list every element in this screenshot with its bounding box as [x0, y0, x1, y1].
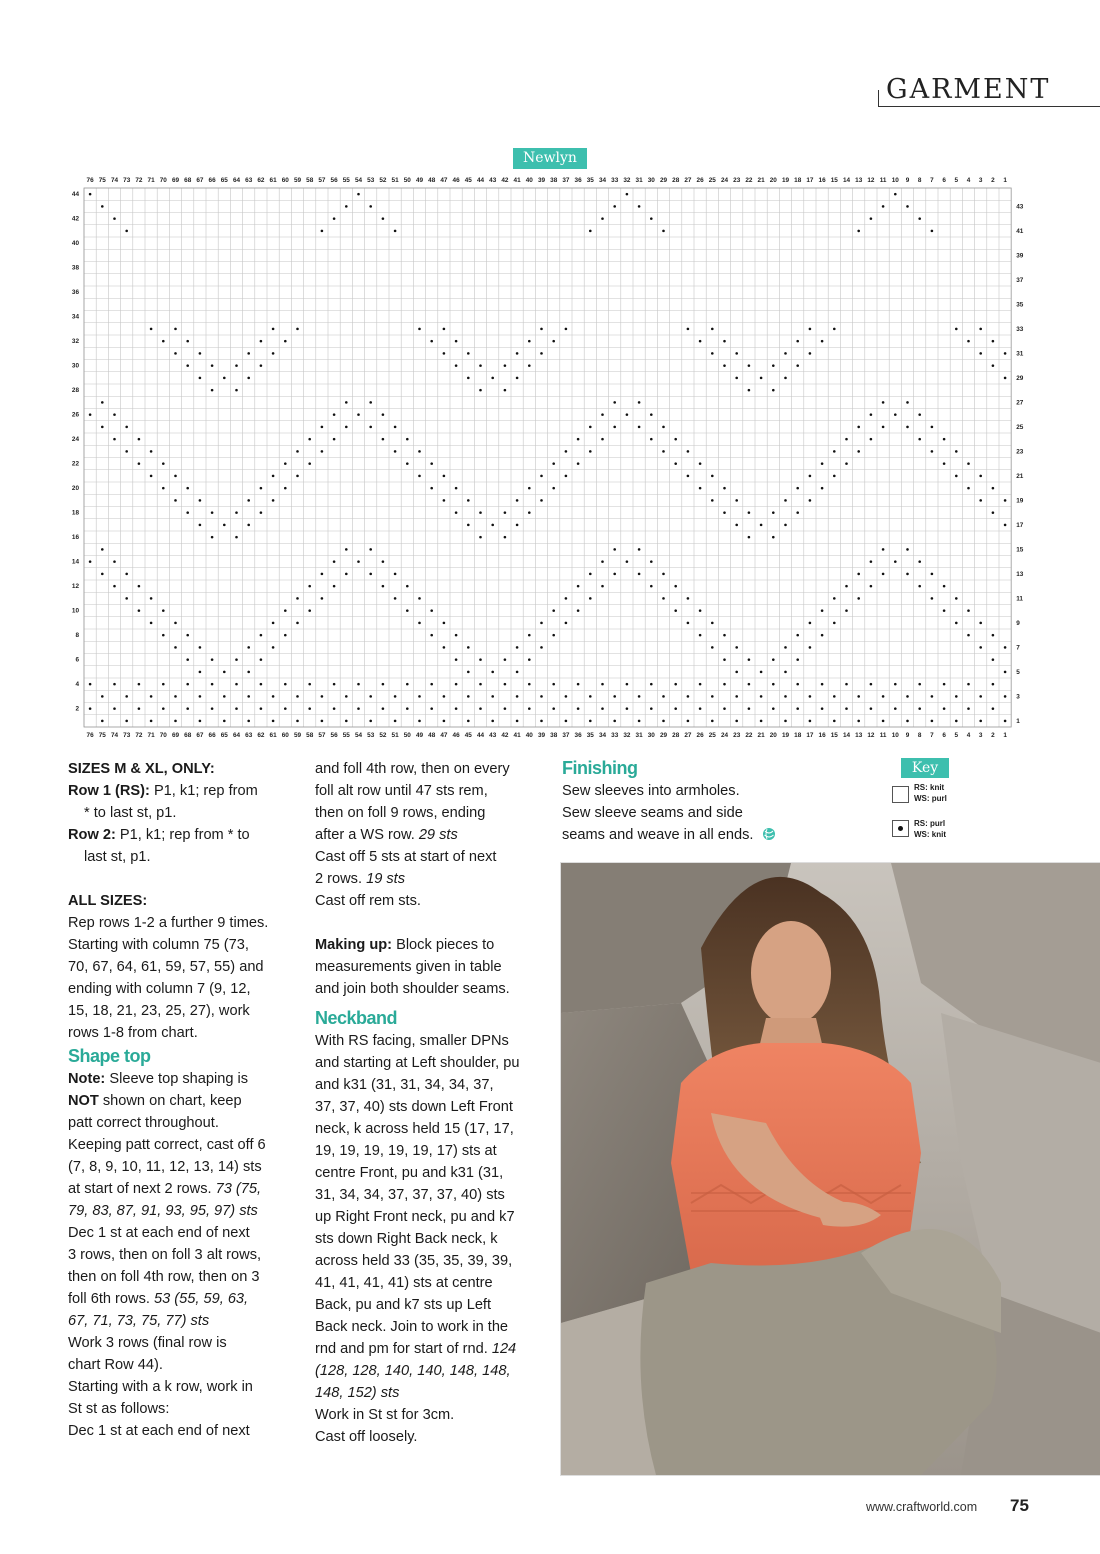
key-title: Key [901, 758, 949, 778]
shape-line: foll 6th rows. [68, 1291, 154, 1307]
column-label-bottom: 16 [818, 732, 826, 739]
column-label-top: 46 [452, 177, 460, 184]
column-label-bottom: 67 [196, 732, 204, 739]
column-label-bottom: 69 [171, 732, 180, 739]
row-label-right: 17 [1016, 521, 1024, 529]
row-label-left: 2 [75, 705, 79, 713]
column-label-top: 47 [440, 177, 448, 184]
row-label-left: 18 [71, 509, 79, 517]
shape-line: chart Row 44). [68, 1357, 163, 1373]
column-label-bottom: 56 [330, 732, 338, 739]
purl-stitch-symbol [892, 820, 909, 837]
column-label-bottom: 7 [930, 732, 934, 739]
column-label-bottom: 21 [757, 732, 765, 739]
key-knit-rs: RS: knit [914, 783, 945, 792]
shape-line: St st as follows: [68, 1401, 170, 1417]
key-purl-ws: WS: knit [914, 830, 946, 839]
row-label-left: 10 [71, 607, 79, 615]
neckband-line: up Right Front neck, pu and k7 [315, 1209, 515, 1225]
column-label-bottom: 15 [830, 732, 838, 739]
row-label-left: 16 [71, 534, 79, 542]
column-label-bottom: 73 [123, 732, 131, 739]
neckband-line: sts down Right Back neck, k [315, 1231, 498, 1247]
column-label-top: 60 [281, 177, 289, 184]
column-label-top: 13 [855, 177, 863, 184]
row-label-right: 11 [1016, 595, 1023, 603]
neckband-line: Back, pu and k7 sts up Left [315, 1297, 492, 1313]
column-label-top: 61 [269, 177, 277, 184]
row-label-right: 25 [1016, 423, 1024, 431]
column-label-bottom: 51 [391, 732, 399, 739]
finishing-heading: Finishing [562, 758, 638, 778]
column-label-top: 48 [428, 177, 436, 184]
column-label-bottom: 30 [647, 732, 655, 739]
column-label-top: 31 [635, 177, 643, 184]
photo-illustration [561, 863, 1100, 1475]
row-label-right: 31 [1016, 350, 1024, 358]
column-label-top: 35 [586, 177, 594, 184]
column-label-bottom: 26 [696, 732, 704, 739]
shape-top-heading: Shape top [68, 1046, 151, 1066]
column-label-bottom: 57 [318, 732, 326, 739]
row-label-left: 24 [71, 436, 79, 444]
neckband-line: Cast off loosely. [315, 1429, 418, 1445]
row-label-right: 23 [1016, 448, 1024, 456]
column-label-top: 54 [354, 177, 363, 184]
column-label-bottom: 74 [110, 732, 119, 739]
shape-line: Dec 1 st at each end of next [68, 1225, 250, 1241]
neckband-line: and k31 (31, 31, 34, 34, 37, [315, 1077, 494, 1093]
column-label-top: 15 [830, 177, 838, 184]
row-label-right: 13 [1016, 570, 1024, 578]
shape-line: Keeping patt correct, cast off 6 [68, 1137, 266, 1153]
row-label-left: 42 [71, 215, 79, 223]
row-label-left: 8 [75, 632, 79, 640]
finishing-line: Sew sleeves into armholes. [562, 783, 740, 799]
column-label-bottom: 75 [98, 732, 106, 739]
row-label-left: 40 [71, 240, 79, 248]
row-label-left: 26 [71, 411, 79, 419]
column-label-bottom: 50 [403, 732, 411, 739]
text-line: and foll 4th row, then on every [315, 761, 510, 777]
column-label-bottom: 58 [306, 732, 314, 739]
stitch-count-cont: (128, 128, 140, 140, 148, 148, [315, 1363, 511, 1379]
column-label-top: 50 [403, 177, 411, 184]
model-photo [560, 862, 1100, 1476]
column-label-bottom: 34 [598, 732, 607, 739]
neckband-line: 41, 41, 41, 41) sts at centre [315, 1275, 493, 1291]
column-label-bottom: 32 [623, 732, 631, 739]
shape-line: (7, 8, 9, 10, 11, 12, 13, 14) sts [68, 1159, 262, 1175]
column-label-top: 30 [647, 177, 655, 184]
key-purl-rs: RS: purl [914, 819, 946, 828]
column-label-top: 76 [86, 177, 94, 184]
column-label-top: 33 [611, 177, 619, 184]
column-label-bottom: 11 [879, 732, 887, 739]
column-label-top: 71 [147, 177, 155, 184]
column-label-top: 10 [891, 177, 899, 184]
column-label-bottom: 55 [342, 732, 350, 739]
row-label-right: 15 [1016, 546, 1024, 554]
neckband-line: Work in St st for 3cm. [315, 1407, 455, 1423]
column-label-top: 17 [806, 177, 814, 184]
column-label-bottom: 60 [281, 732, 289, 739]
column-label-bottom: 33 [611, 732, 619, 739]
yarn-ball-icon [762, 827, 776, 841]
making-up-label: Making up: [315, 937, 393, 953]
all-sizes-line: 15, 18, 21, 23, 25, 27), work [68, 1003, 250, 1019]
row-label-right: 9 [1016, 619, 1020, 627]
shape-line: 3 rows, then on foll 3 alt rows, [68, 1247, 262, 1263]
column-label-bottom: 28 [672, 732, 680, 739]
column-label-top: 24 [720, 177, 729, 184]
row2-label: Row 2: [68, 827, 116, 843]
column-label-top: 25 [708, 177, 716, 184]
stitch-count: 73 (75, [215, 1181, 262, 1197]
column-label-top: 11 [879, 177, 887, 184]
middle-column [315, 758, 553, 1448]
text-line: foll alt row until 47 sts rem, [315, 783, 488, 799]
column-label-bottom: 48 [428, 732, 436, 739]
column-label-bottom: 27 [684, 732, 692, 739]
column-label-top: 1 [1003, 177, 1007, 184]
column-label-bottom: 61 [269, 732, 277, 739]
column-label-top: 49 [415, 177, 424, 184]
footer-url[interactable]: www.craftworld.com [866, 1500, 978, 1514]
note-label: Note: [68, 1071, 106, 1087]
column-label-bottom: 37 [562, 732, 570, 739]
column-label-top: 27 [684, 177, 692, 184]
all-sizes-line: 70, 67, 64, 61, 59, 57, 55) and [68, 959, 264, 975]
column-label-top: 23 [733, 177, 741, 184]
row-label-right: 43 [1016, 203, 1024, 211]
column-label-top: 44 [476, 177, 485, 184]
text-line: Cast off rem sts. [315, 893, 421, 909]
row-label-left: 6 [75, 656, 79, 664]
column-label-bottom: 8 [917, 732, 922, 739]
column-label-bottom: 19 [781, 732, 790, 739]
column-label-bottom: 52 [379, 732, 387, 739]
column-label-bottom: 14 [842, 732, 851, 739]
column-label-bottom: 65 [220, 732, 228, 739]
column-label-bottom: 4 [966, 732, 971, 739]
shape-line: Starting with a k row, work in [68, 1379, 253, 1395]
row-label-left: 44 [71, 191, 79, 199]
column-label-top: 63 [245, 177, 253, 184]
column-label-top: 65 [220, 177, 228, 184]
row-label-right: 21 [1016, 472, 1024, 480]
column-label-top: 51 [391, 177, 399, 184]
column-label-top: 3 [978, 177, 983, 184]
column-label-top: 45 [464, 177, 472, 184]
neckband-line: and starting at Left shoulder, pu [315, 1055, 520, 1071]
column-label-bottom: 68 [184, 732, 192, 739]
note-text-cont: shown on chart, keep [98, 1093, 242, 1109]
column-label-top: 56 [330, 177, 338, 184]
neckband-line: across held 33 (35, 35, 39, 39, [315, 1253, 513, 1269]
note-text-end: patt correct throughout. [68, 1115, 219, 1131]
column-label-top: 57 [318, 177, 326, 184]
column-label-bottom: 5 [954, 732, 959, 739]
column-label-top: 67 [196, 177, 204, 184]
column-label-bottom: 17 [806, 732, 814, 739]
row-label-right: 3 [1016, 693, 1020, 701]
column-label-bottom: 13 [855, 732, 863, 739]
row2-text-cont: last st, p1. [84, 849, 151, 865]
column-label-top: 21 [757, 177, 765, 184]
column-label-bottom: 31 [635, 732, 643, 739]
column-label-bottom: 76 [86, 732, 94, 739]
column-label-top: 36 [574, 177, 582, 184]
row-label-right: 27 [1016, 399, 1024, 407]
stitch-count-cont: 67, 71, 73, 75, 77) sts [68, 1313, 210, 1329]
finishing-column [562, 748, 802, 846]
stitch-count: 19 sts [366, 871, 406, 887]
chart-title: Newlyn [513, 148, 587, 169]
row-label-left: 22 [71, 460, 79, 468]
column-label-top: 70 [159, 177, 167, 184]
column-label-bottom: 12 [867, 732, 875, 739]
row-label-left: 36 [71, 289, 79, 297]
text-line: then on foll 9 rows, ending [315, 805, 486, 821]
column-label-top: 12 [867, 177, 875, 184]
column-label-bottom: 42 [501, 732, 509, 739]
column-label-top: 73 [123, 177, 131, 184]
purl-dot-icon [898, 826, 903, 831]
column-label-bottom: 29 [659, 732, 668, 739]
column-label-bottom: 39 [537, 732, 546, 739]
stitch-count-cont: 148, 152) sts [315, 1385, 400, 1401]
row-label-left: 20 [71, 485, 79, 493]
column-label-top: 18 [794, 177, 802, 184]
column-label-top: 39 [537, 177, 546, 184]
making-up-text: Block pieces to [392, 937, 495, 953]
knitting-chart [0, 170, 1100, 742]
column-label-bottom: 24 [720, 732, 729, 739]
stitch-count: 53 (55, 59, 63, [153, 1291, 249, 1307]
making-up-text: and join both shoulder seams. [315, 981, 510, 997]
column-label-bottom: 35 [586, 732, 594, 739]
column-label-top: 69 [171, 177, 180, 184]
column-label-top: 4 [966, 177, 971, 184]
row2-text: P1, k1; rep from * to [115, 827, 250, 843]
row-label-right: 7 [1016, 644, 1020, 652]
column-label-bottom: 59 [293, 732, 302, 739]
making-up-text: measurements given in table [315, 959, 502, 975]
column-label-top: 53 [367, 177, 375, 184]
column-label-bottom: 64 [232, 732, 241, 739]
column-label-bottom: 63 [245, 732, 253, 739]
stitch-count: 124 [491, 1341, 517, 1357]
neckband-line: rnd and pm for start of rnd. [315, 1341, 492, 1357]
column-label-bottom: 10 [891, 732, 899, 739]
all-sizes-heading: ALL SIZES: [68, 893, 148, 909]
row-label-right: 1 [1016, 717, 1020, 725]
column-label-bottom: 36 [574, 732, 582, 739]
neckband-line: centre Front, pu and k31 (31, [315, 1165, 504, 1181]
shape-line: Work 3 rows (final row is [68, 1335, 227, 1351]
column-label-bottom: 43 [489, 732, 497, 739]
column-label-top: 6 [942, 177, 946, 184]
column-label-top: 58 [306, 177, 314, 184]
column-label-top: 14 [842, 177, 851, 184]
shape-line: Dec 1 st at each end of next [68, 1423, 250, 1439]
column-label-top: 43 [489, 177, 497, 184]
column-label-bottom: 53 [367, 732, 375, 739]
column-label-bottom: 23 [733, 732, 741, 739]
column-label-top: 55 [342, 177, 350, 184]
column-label-bottom: 70 [159, 732, 167, 739]
row1-text-cont: * to last st, p1. [84, 805, 177, 821]
row-label-left: 38 [71, 264, 79, 272]
column-label-top: 7 [930, 177, 934, 184]
column-label-bottom: 6 [942, 732, 946, 739]
row-label-right: 37 [1016, 276, 1024, 284]
row-label-right: 33 [1016, 325, 1024, 333]
text-line: 2 rows. [315, 871, 367, 887]
column-label-top: 75 [98, 177, 106, 184]
row-label-left: 14 [71, 558, 79, 566]
column-label-top: 9 [905, 177, 910, 184]
column-label-bottom: 45 [464, 732, 472, 739]
column-label-bottom: 38 [550, 732, 558, 739]
row-label-left: 28 [71, 387, 79, 395]
neckband-line: neck, k across held 15 (17, 17, [315, 1121, 514, 1137]
column-label-top: 68 [184, 177, 192, 184]
neckband-line: Back neck. Join to work in the [315, 1319, 509, 1335]
row-label-right: 19 [1016, 497, 1024, 505]
column-label-top: 38 [550, 177, 558, 184]
column-label-top: 52 [379, 177, 387, 184]
section-tick [878, 90, 879, 107]
column-label-top: 29 [659, 177, 668, 184]
row-label-left: 30 [71, 362, 79, 370]
column-label-top: 16 [818, 177, 826, 184]
page-number: 75 [1010, 1496, 1029, 1515]
neckband-line: 19, 19, 19, 19, 19, 17) sts at [315, 1143, 497, 1159]
knit-stitch-symbol [892, 786, 909, 803]
column-label-top: 41 [513, 177, 521, 184]
column-label-bottom: 3 [978, 732, 983, 739]
sizes-heading: SIZES M & XL, ONLY: [68, 761, 215, 777]
column-label-top: 19 [781, 177, 790, 184]
column-label-top: 62 [257, 177, 265, 184]
column-label-top: 20 [769, 177, 777, 184]
column-label-top: 26 [696, 177, 704, 184]
row-label-right: 35 [1016, 301, 1024, 309]
column-label-bottom: 22 [745, 732, 753, 739]
row1-label: Row 1 (RS): [68, 783, 150, 799]
chart-grid [84, 188, 1011, 727]
row-label-left: 4 [75, 681, 79, 689]
text-line: Cast off 5 sts at start of next [315, 849, 497, 865]
column-label-bottom: 71 [147, 732, 155, 739]
column-label-top: 42 [501, 177, 509, 184]
section-rule [878, 106, 1100, 107]
neckband-line: 31, 34, 34, 37, 37, 37, 40) sts [315, 1187, 505, 1203]
column-label-top: 34 [598, 177, 607, 184]
shape-line: then on foll 4th row, then on 3 [68, 1269, 260, 1285]
column-label-bottom: 44 [476, 732, 485, 739]
column-label-bottom: 25 [708, 732, 716, 739]
column-label-top: 66 [208, 177, 216, 184]
column-label-bottom: 2 [991, 732, 995, 739]
column-label-bottom: 9 [905, 732, 910, 739]
text-line: after a WS row. [315, 827, 419, 843]
finishing-line: Sew sleeve seams and side [562, 805, 743, 821]
column-label-top: 8 [917, 177, 922, 184]
all-sizes-line: rows 1-8 from chart. [68, 1025, 198, 1041]
column-label-top: 5 [954, 177, 959, 184]
column-label-bottom: 1 [1003, 732, 1007, 739]
column-label-top: 72 [135, 177, 143, 184]
all-sizes-line: Starting with column 75 (73, [68, 937, 249, 953]
column-label-top: 37 [562, 177, 570, 184]
stitch-count-cont: 79, 83, 87, 91, 93, 95, 97) sts [68, 1203, 258, 1219]
section-title: GARMENT [886, 74, 1051, 105]
row-label-right: 39 [1016, 252, 1024, 260]
stitch-count: 29 sts [418, 827, 458, 843]
column-label-bottom: 18 [794, 732, 802, 739]
column-label-bottom: 47 [440, 732, 448, 739]
row-label-right: 41 [1016, 227, 1024, 235]
row-label-left: 12 [71, 583, 79, 591]
column-label-bottom: 20 [769, 732, 777, 739]
column-label-top: 22 [745, 177, 753, 184]
note-not: NOT [68, 1093, 99, 1109]
left-column [68, 758, 300, 1442]
neckband-line: With RS facing, smaller DPNs [315, 1033, 509, 1049]
column-label-bottom: 72 [135, 732, 143, 739]
column-label-top: 2 [991, 177, 995, 184]
column-label-bottom: 66 [208, 732, 216, 739]
row-label-left: 34 [71, 313, 79, 321]
finishing-line: seams and weave in all ends. [562, 827, 754, 843]
column-label-top: 64 [232, 177, 241, 184]
all-sizes-line: ending with column 7 (9, 12, [68, 981, 251, 997]
column-label-top: 40 [525, 177, 533, 184]
row-label-right: 5 [1016, 668, 1020, 676]
column-label-top: 74 [110, 177, 119, 184]
column-label-top: 59 [293, 177, 302, 184]
neckband-heading: Neckband [315, 1008, 398, 1028]
shape-line: at start of next 2 rows. [68, 1181, 216, 1197]
note-text: Sleeve top shaping is [105, 1071, 249, 1087]
column-label-bottom: 40 [525, 732, 533, 739]
row-label-left: 32 [71, 338, 79, 346]
column-label-top: 32 [623, 177, 631, 184]
column-label-bottom: 49 [415, 732, 424, 739]
neckband-line: 37, 37, 40) sts down Left Front [315, 1099, 513, 1115]
column-label-bottom: 54 [354, 732, 363, 739]
column-label-bottom: 41 [513, 732, 521, 739]
key-knit-ws: WS: purl [914, 794, 947, 803]
row1-text: P1, k1; rep from [149, 783, 258, 799]
row-label-right: 29 [1016, 374, 1024, 382]
column-label-bottom: 46 [452, 732, 460, 739]
column-label-bottom: 62 [257, 732, 265, 739]
column-label-top: 28 [672, 177, 680, 184]
all-sizes-line: Rep rows 1-2 a further 9 times. [68, 915, 269, 931]
